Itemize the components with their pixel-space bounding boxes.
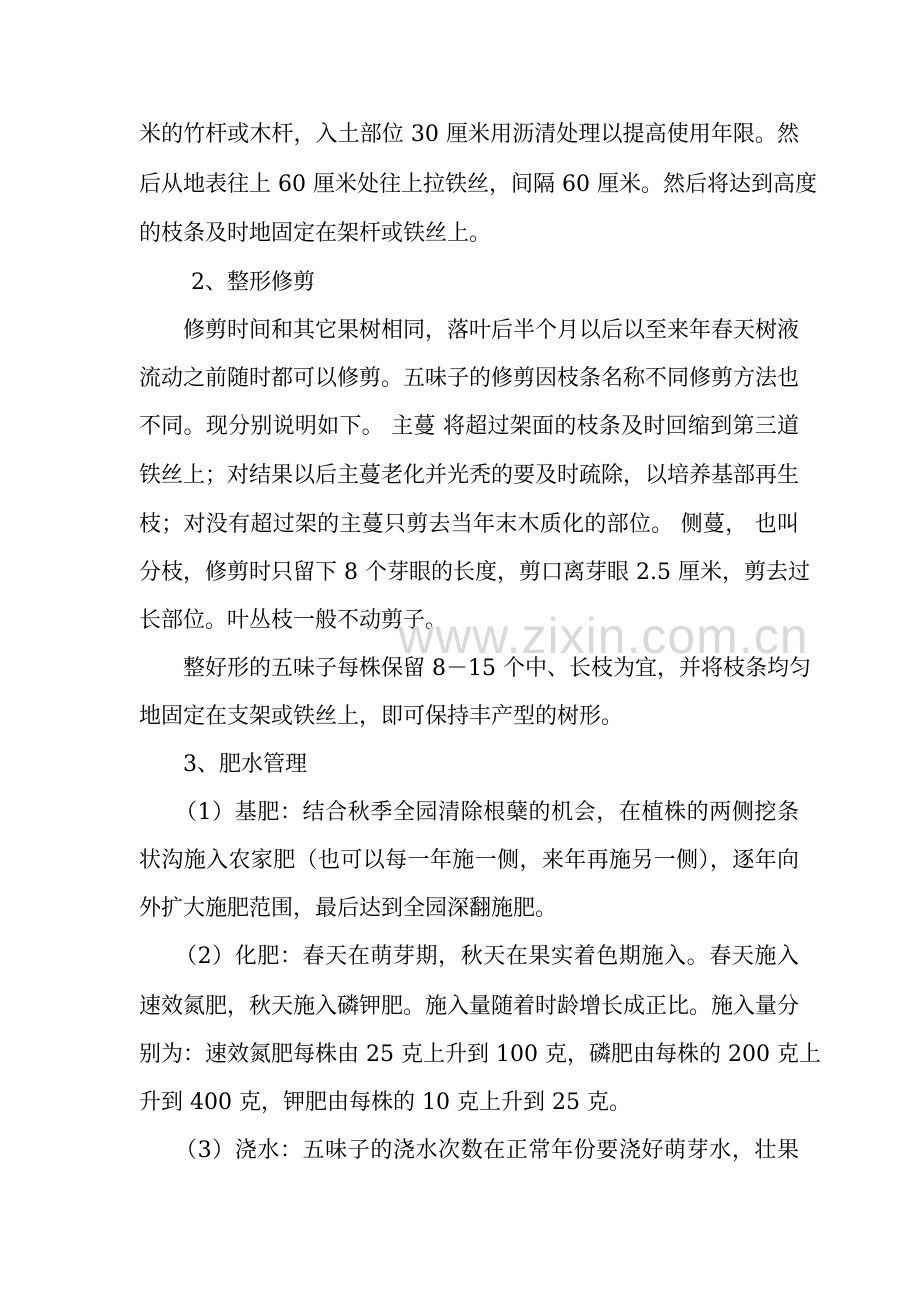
text-line: 后从地表往上 60 厘米处往上拉铁丝，间隔 60 厘米。然后将达到高度 <box>139 172 817 197</box>
text-line: （2）化肥：春天在萌芽期，秋天在果实着色期施入。春天施入 <box>175 944 799 969</box>
text-line: 修剪时间和其它果树相同，落叶后半个月以后以至来年春天树液 <box>183 318 800 343</box>
text-line: 速效氮肥，秋天施入磷钾肥。施入量随着时龄增长成正比。施入量分 <box>139 994 800 1019</box>
text-line: 分枝，修剪时只留下 8 个芽眼的长度，剪口离芽眼 2.5 厘米，剪去过 <box>139 560 810 585</box>
text-line: 地固定在支架或铁丝上，即可保持丰产型的树形。 <box>139 704 624 729</box>
text-line: （1）基肥：结合秋季全园清除根蘖的机会，在植株的两侧挖条 <box>175 800 799 825</box>
text-line: 状沟施入农家肥（也可以每一年施一侧，来年再施另一侧），逐年向 <box>139 848 799 873</box>
text-line: 流动之前随时都可以修剪。五味子的修剪因枝条名称不同修剪方法也 <box>139 366 800 391</box>
text-line: 米的竹杆或木杆，入土部位 30 厘米用沥清处理以提高使用年限。然 <box>139 122 799 147</box>
text-line: 整好形的五味子每株保留 8－15 个中、长枝为宜，并将枝条均匀 <box>183 656 811 681</box>
section-heading: 3、肥水管理 <box>183 752 307 777</box>
text-line: 不同。现分别说明如下。 主蔓 将超过架面的枝条及时回缩到第三道 <box>139 414 799 439</box>
watermark: www.zixin.com.cn <box>398 608 809 664</box>
text-line: 铁丝上；对结果以后主蔓老化并光秃的要及时疏除，以培养基部再生 <box>139 463 800 488</box>
section-heading: 2、整形修剪 <box>191 270 315 295</box>
text-line: 升到 400 克，钾肥由每株的 10 克上升到 25 克。 <box>139 1090 631 1115</box>
text-line: 长部位。叶丛枝一般不动剪子。 <box>139 608 448 633</box>
text-line: 别为：速效氮肥每株由 25 克上升到 100 克，磷肥由每株的 200 克上 <box>139 1042 821 1067</box>
text-line: （3）浇水：五味子的浇水次数在正常年份要浇好萌芽水，壮果 <box>175 1138 799 1163</box>
text-line: 外扩大施肥范围，最后达到全园深翻施肥。 <box>139 896 558 921</box>
text-line: 的枝条及时地固定在架杆或铁丝上。 <box>139 221 492 246</box>
text-line: 枝；对没有超过架的主蔓只剪去当年末木质化的部位。 侧蔓， 也叫 <box>139 512 799 537</box>
